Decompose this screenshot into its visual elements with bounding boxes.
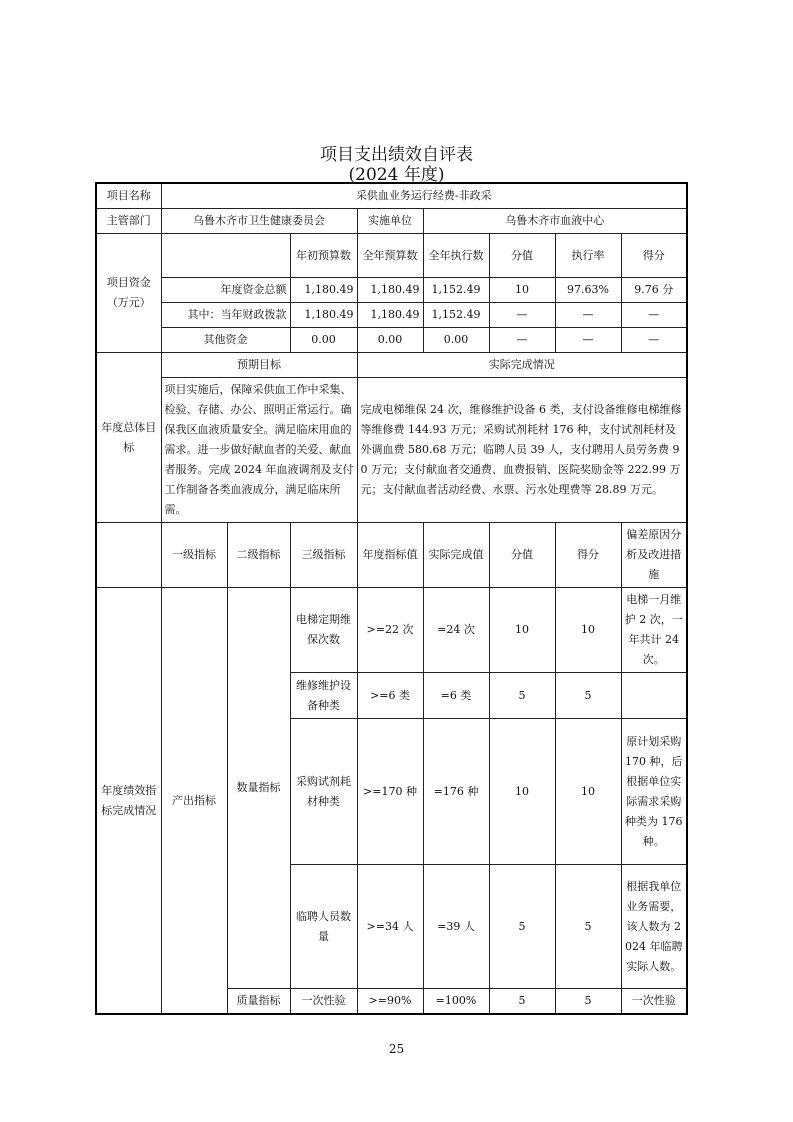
dept-value: 乌鲁木齐市卫生健康委员会: [161, 209, 357, 234]
funds-cell: —: [489, 303, 555, 328]
level3-indicator: 维修维护设备种类: [290, 673, 357, 719]
funds-cell: 10: [489, 278, 555, 303]
funds-cell: 1,152.49: [423, 278, 489, 303]
funds-cell: —: [555, 303, 621, 328]
actual-value: =176 种: [423, 719, 489, 865]
got-value: 10: [555, 588, 621, 673]
funds-cell: 0.00: [290, 328, 357, 353]
dept-label: 主管部门: [96, 209, 161, 234]
funds-header: 全年执行数: [423, 234, 489, 278]
perf-row-label: 年度绩效指标完成情况: [96, 588, 161, 1015]
impl-value: 乌鲁木齐市血液中心: [423, 209, 687, 234]
actual-value: =6 类: [423, 673, 489, 719]
level2-indicator-quality: 质量指标: [227, 989, 290, 1015]
funds-cell: —: [621, 328, 687, 353]
level1-indicator: 产出指标: [161, 588, 227, 1015]
funds-cell: 1,180.49: [290, 303, 357, 328]
perf-header: 一级指标: [161, 523, 227, 588]
perf-header: 偏差原因分析及改进措施: [621, 523, 687, 588]
score-value: 10: [489, 588, 555, 673]
funds-cell: —: [555, 328, 621, 353]
deviation-note: 根据我单位业务需要，该人数为 2024 年临聘实际人数。: [621, 865, 687, 989]
score-value: 5: [489, 865, 555, 989]
funds-row-name: 其他资金: [161, 328, 290, 353]
perf-header-blank: [96, 523, 161, 588]
funds-header: 得分: [621, 234, 687, 278]
funds-header: 全年预算数: [357, 234, 423, 278]
funds-label: 项目资金（万元）: [96, 234, 161, 353]
perf-header: 二级指标: [227, 523, 290, 588]
page-subtitle: (2024 年度): [348, 165, 445, 185]
level3-indicator: 一次性验: [290, 989, 357, 1015]
funds-cell: 9.76 分: [621, 278, 687, 303]
got-value: 5: [555, 673, 621, 719]
target-value: >=170 种: [357, 719, 423, 865]
actual-goal-text: 完成电梯维保 24 次，维修维护设备 6 类，支付设备维修电梯维修等维修费 144.93 万元；采购试剂耗材 176 种，支付试剂耗材及外调血费 580.68 万元；临聘人员 39 人，支付聘用人员劳务费 90 万元；支付献血者交通费、血费报销、医院奖励金等 222.99 万元；支付献血者活动经费、水票、污水处理费等 28.89 万元。: [357, 378, 687, 523]
project-name-label: 项目名称: [96, 183, 161, 209]
funds-row-name: 其中：当年财政拨款: [161, 303, 290, 328]
deviation-note: [621, 673, 687, 719]
funds-cell: 97.63%: [555, 278, 621, 303]
funds-header: 分值: [489, 234, 555, 278]
target-value: >=22 次: [357, 588, 423, 673]
funds-cell: 0.00: [357, 328, 423, 353]
expected-goal-text: 项目实施后，保障采供血工作中采集、检验、存储、办公、照明正常运行。确保我区血液质量安全。满足临床用血的需求。进一步做好献血者的关爱、献血者服务。完成 2024 年血液调剂及支付工作制备各类血液成分，满足临床所需。: [161, 378, 357, 523]
actual-value: =39 人: [423, 865, 489, 989]
goals-label: 年度总体目标: [96, 353, 161, 523]
got-value: 5: [555, 865, 621, 989]
expected-goal-header: 预期目标: [161, 353, 357, 378]
page-title: 项目支出绩效自评表: [320, 145, 473, 165]
funds-cell: 1,152.49: [423, 303, 489, 328]
actual-value: =100%: [423, 989, 489, 1015]
funds-header-blank: [161, 234, 290, 278]
funds-cell: 1,180.49: [357, 278, 423, 303]
actual-value: =24 次: [423, 588, 489, 673]
funds-cell: 0.00: [423, 328, 489, 353]
score-value: 5: [489, 989, 555, 1015]
deviation-note: 原计划采购 170 种，后根据单位实际需求采购种类为 176 种。: [621, 719, 687, 865]
level3-indicator: 临聘人员数量: [290, 865, 357, 989]
perf-header: 实际完成值: [423, 523, 489, 588]
score-value: 5: [489, 673, 555, 719]
perf-header: 三级指标: [290, 523, 357, 588]
got-value: 10: [555, 719, 621, 865]
perf-header: 得分: [555, 523, 621, 588]
level3-indicator: 电梯定期维保次数: [290, 588, 357, 673]
deviation-note: 电梯一月维护 2 次，一年共计 24 次。: [621, 588, 687, 673]
actual-goal-header: 实际完成情况: [357, 353, 687, 378]
funds-cell: 1,180.49: [357, 303, 423, 328]
target-value: >=34 人: [357, 865, 423, 989]
impl-label: 实施单位: [357, 209, 423, 234]
funds-header: 年初预算数: [290, 234, 357, 278]
project-name-value: 采供血业务运行经费-非政采: [161, 183, 687, 209]
funds-header: 执行率: [555, 234, 621, 278]
level3-indicator: 采购试剂耗材种类: [290, 719, 357, 865]
got-value: 5: [555, 989, 621, 1015]
funds-cell: —: [489, 328, 555, 353]
evaluation-table: [95, 182, 688, 1015]
perf-header: 年度指标值: [357, 523, 423, 588]
deviation-note: 一次性验: [621, 989, 687, 1015]
page-number: 25: [388, 1042, 405, 1056]
funds-cell: —: [621, 303, 687, 328]
target-value: >=6 类: [357, 673, 423, 719]
level2-indicator-qty: 数量指标: [227, 588, 290, 989]
score-value: 10: [489, 719, 555, 865]
funds-row-name: 年度资金总额: [161, 278, 290, 303]
funds-cell: 1,180.49: [290, 278, 357, 303]
target-value: >=90%: [357, 989, 423, 1015]
perf-header: 分值: [489, 523, 555, 588]
